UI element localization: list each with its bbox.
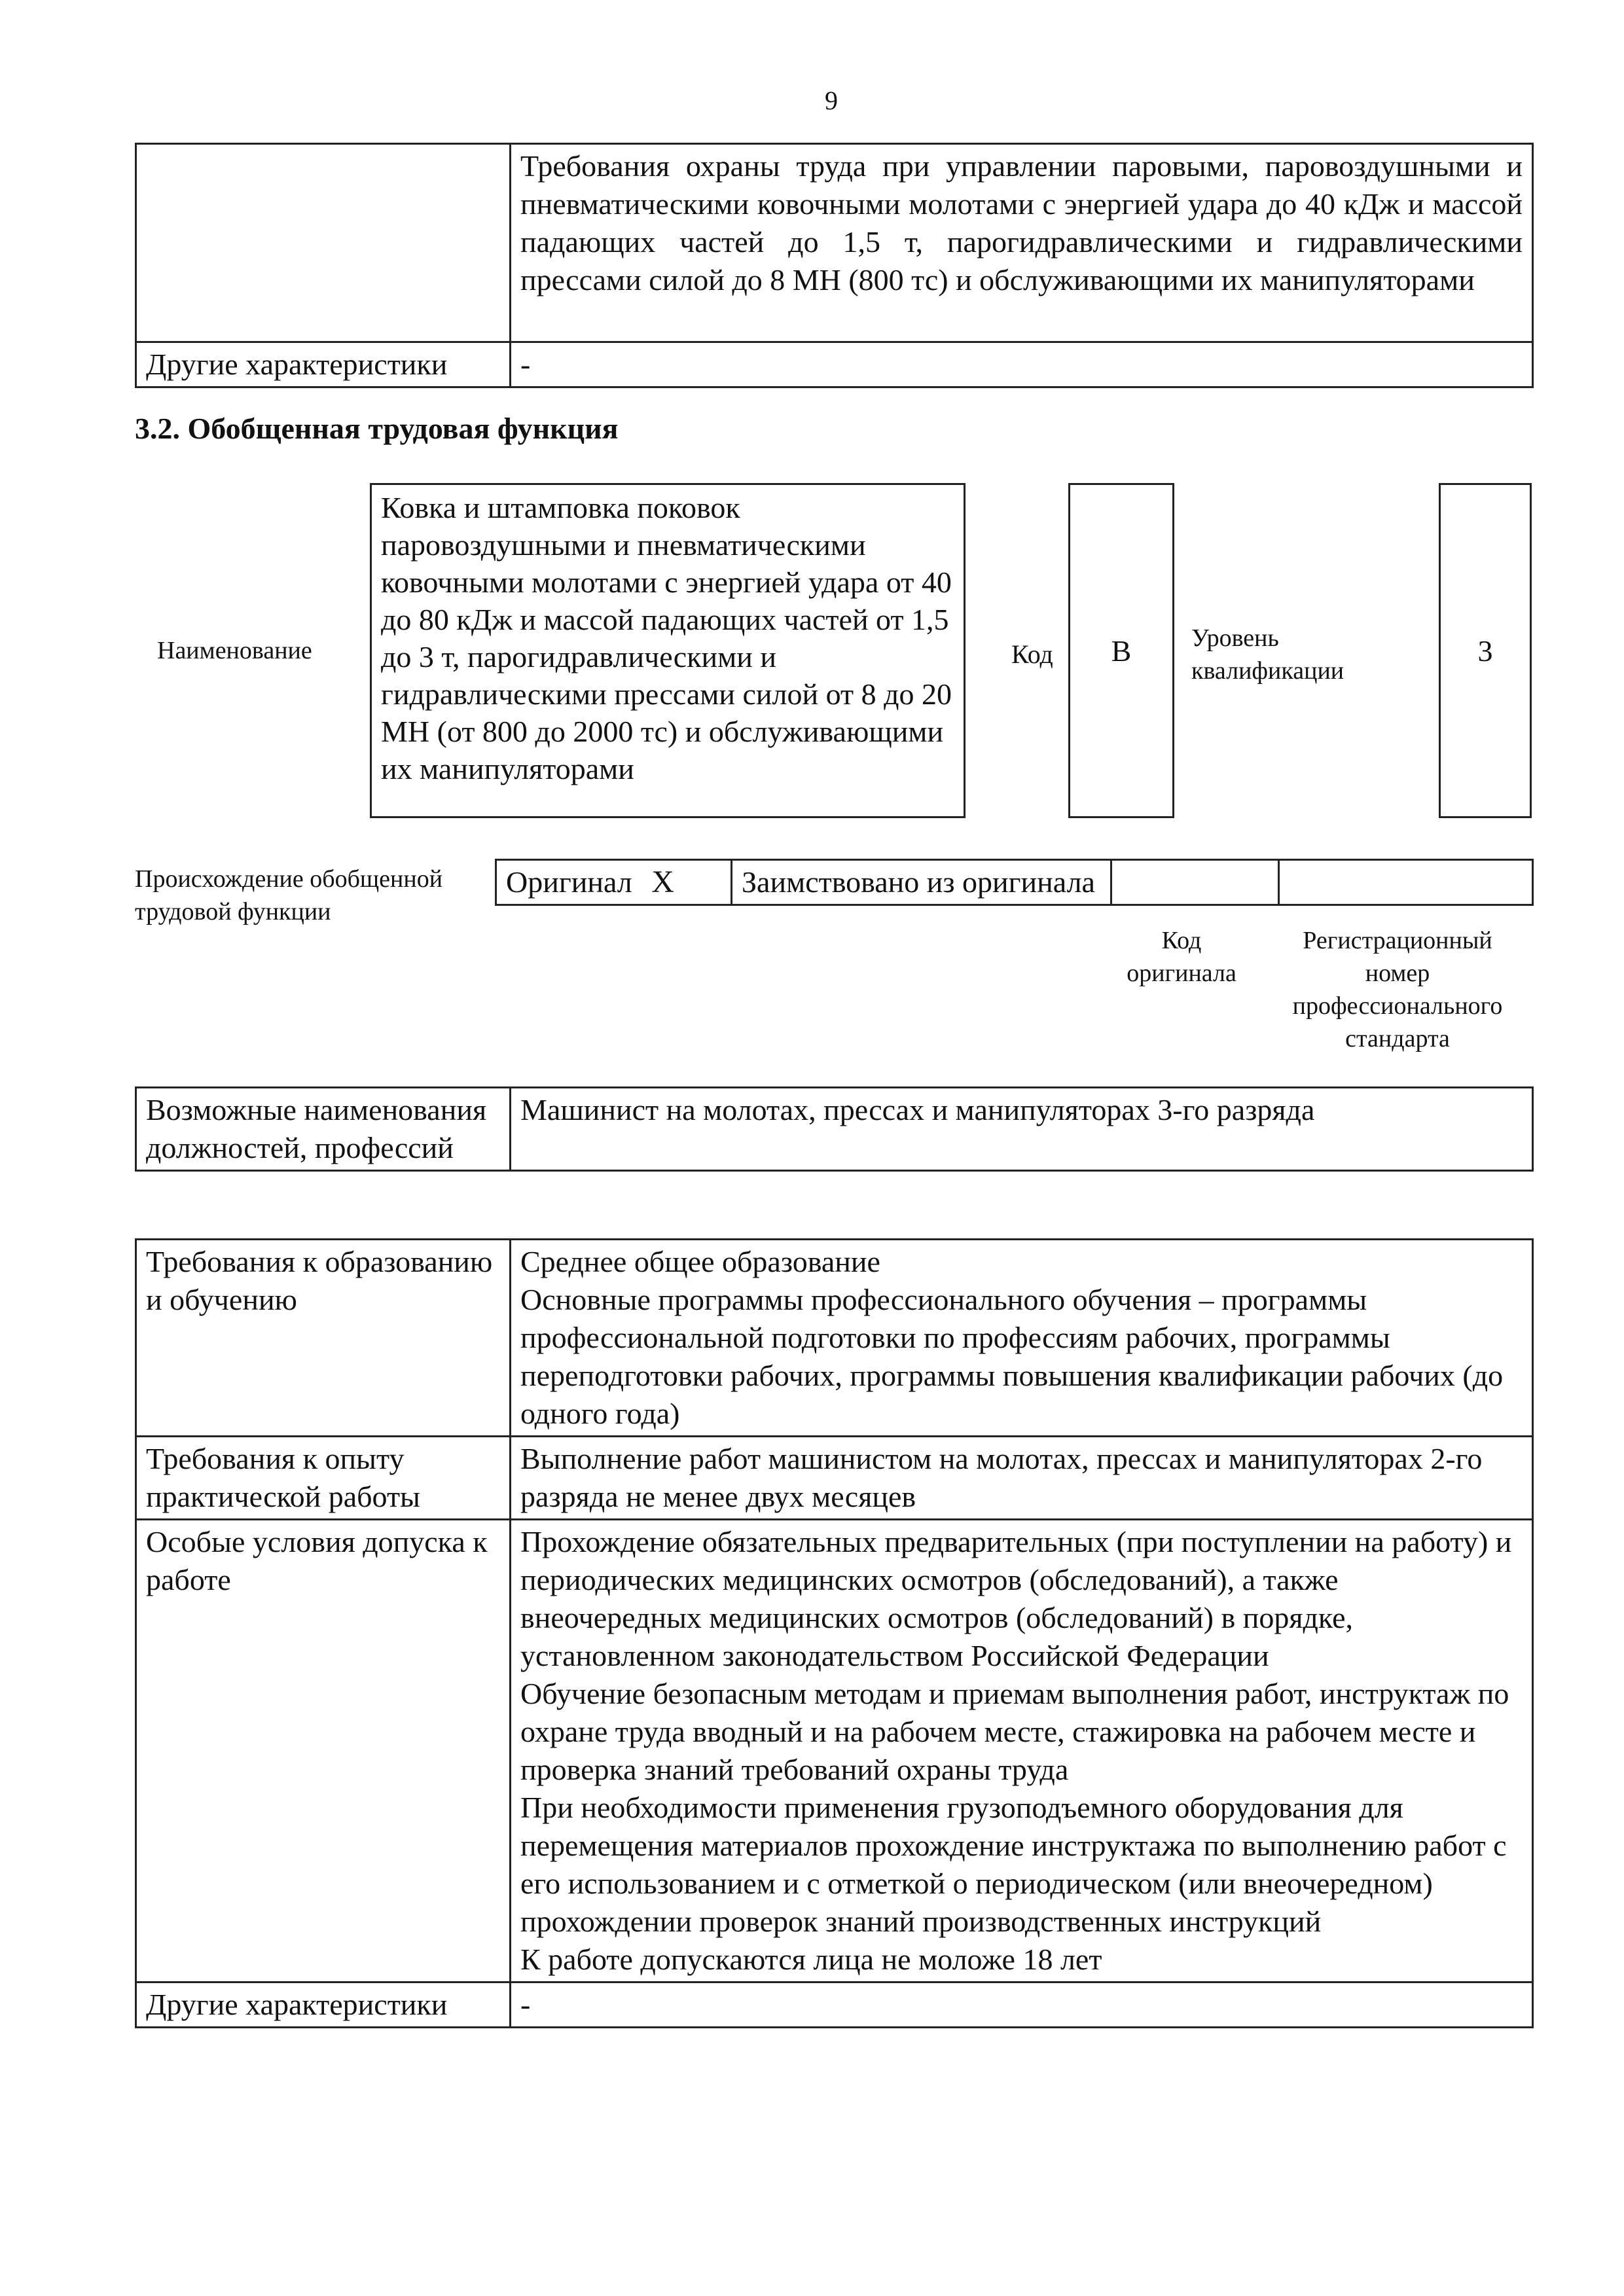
requirement-value xyxy=(511,1240,1533,1437)
table-row xyxy=(136,1240,1533,1437)
requirement-label: Требования к опыту практической работы xyxy=(136,1437,511,1520)
positions-table xyxy=(135,1086,1534,1172)
original-code-caption: Код оригинала xyxy=(1127,927,1236,987)
origin-label: Происхождение обобщенной трудовой функции xyxy=(135,865,443,925)
code-label: Код xyxy=(1011,639,1053,669)
requirement-label: Особые условия допуска к работе xyxy=(136,1520,511,1982)
requirement-line: - xyxy=(520,1988,531,2021)
requirements-table xyxy=(135,1238,1534,2028)
requirement-value xyxy=(511,1982,1533,2028)
requirement-line: При необходимости применения грузоподъемного оборудования для перемещения материалов прохождение инструктажа по выполнению работ с его использованием и с отметкой о периодическом (или внеочередном) прохождении проверок знаний производственных инструкций xyxy=(520,1791,1507,1938)
empty-label-cell xyxy=(136,144,511,342)
requirement-value xyxy=(511,1437,1533,1520)
registration-number-cell xyxy=(1279,860,1533,905)
requirement-label: Другие характеристики xyxy=(136,1982,511,2028)
original-code-cell xyxy=(1111,860,1279,905)
page-number: 9 xyxy=(825,86,838,115)
qualification-level-box: 3 xyxy=(1439,483,1532,818)
requirement-line: Обучение безопасным методам и приемам выполнения работ, инструктаж по охране труда вводный и на рабочем месте, стажировка на рабочем месте и проверка знаний требований охраны труда xyxy=(520,1677,1509,1786)
requirement-line: Основные программы профессионального обучения – программы профессиональной подготовки по профессиям рабочих, программы переподготовки рабочих, программы повышения квалификации рабочих (до одного года) xyxy=(520,1283,1504,1430)
requirement-label: Требования к образованию и обучению xyxy=(136,1240,511,1437)
registration-number-caption: Регистрационный номер профессионального стандарта xyxy=(1292,927,1503,1052)
top-requirements-table xyxy=(135,143,1534,388)
positions-label: Возможные наименования должностей, профессий xyxy=(136,1088,511,1171)
requirement-line: К работе допускаются лица не моложе 18 лет xyxy=(520,1943,1102,1976)
other-characteristics-value: - xyxy=(511,342,1533,387)
requirement-line: Среднее общее образование xyxy=(520,1245,880,1278)
qualification-level-label: Уровень квалификации xyxy=(1191,624,1344,685)
table-row xyxy=(136,1088,1533,1171)
table-row xyxy=(496,860,1533,905)
borrowed-label: Заимствовано из оригинала xyxy=(732,860,1111,905)
original-label: Оригинал xyxy=(506,865,632,899)
other-characteristics-label: Другие характеристики xyxy=(136,342,511,387)
requirement-value xyxy=(511,1520,1533,1982)
function-name-box: Ковка и штамповка поковок паровоздушными и пневматическими ковочными молотами с энергией удара от 40 до 80 кДж и массой падающих частей от 1,5 до 3 т, парогидравлическими и гидравлическими прессами силой от 8 до 20 МН (от 800 до 2000 тс) и обслуживающими их манипуляторами xyxy=(370,483,965,818)
original-cell xyxy=(496,860,732,905)
table-row xyxy=(136,144,1533,342)
requirement-line: Прохождение обязательных предварительных (при поступлении на работу) и периодических медицинских осмотров (обследований), а также внеочередных медицинских осмотров (обследований) в порядке, установленном законодательством Российской Федерации xyxy=(520,1525,1512,1672)
safety-requirement-text: Требования охраны труда при управлении паровыми, паровоздушными и пневматическими ковочными молотами с энергией удара до 40 кДж и массой падающих частей до 1,5 т, парогидравлическими и гидравлическими прессами силой до 8 МН (800 тс) и обслуживающими их манипуляторами xyxy=(511,144,1533,342)
table-row xyxy=(136,1437,1533,1520)
requirement-line: Выполнение работ машинистом на молотах, прессах и манипуляторах 2-го разряда не менее двух месяцев xyxy=(520,1442,1483,1513)
positions-value: Машинист на молотах, прессах и манипуляторах 3-го разряда xyxy=(511,1088,1533,1171)
origin-table xyxy=(495,859,1534,906)
table-row xyxy=(136,1520,1533,1982)
table-row xyxy=(136,1982,1533,2028)
name-label: Наименование xyxy=(157,637,312,664)
code-value-box: B xyxy=(1068,483,1174,818)
section-title: 3.2. Обобщенная трудовая функция xyxy=(135,412,619,445)
original-mark: X xyxy=(651,865,674,899)
table-row xyxy=(136,342,1533,387)
